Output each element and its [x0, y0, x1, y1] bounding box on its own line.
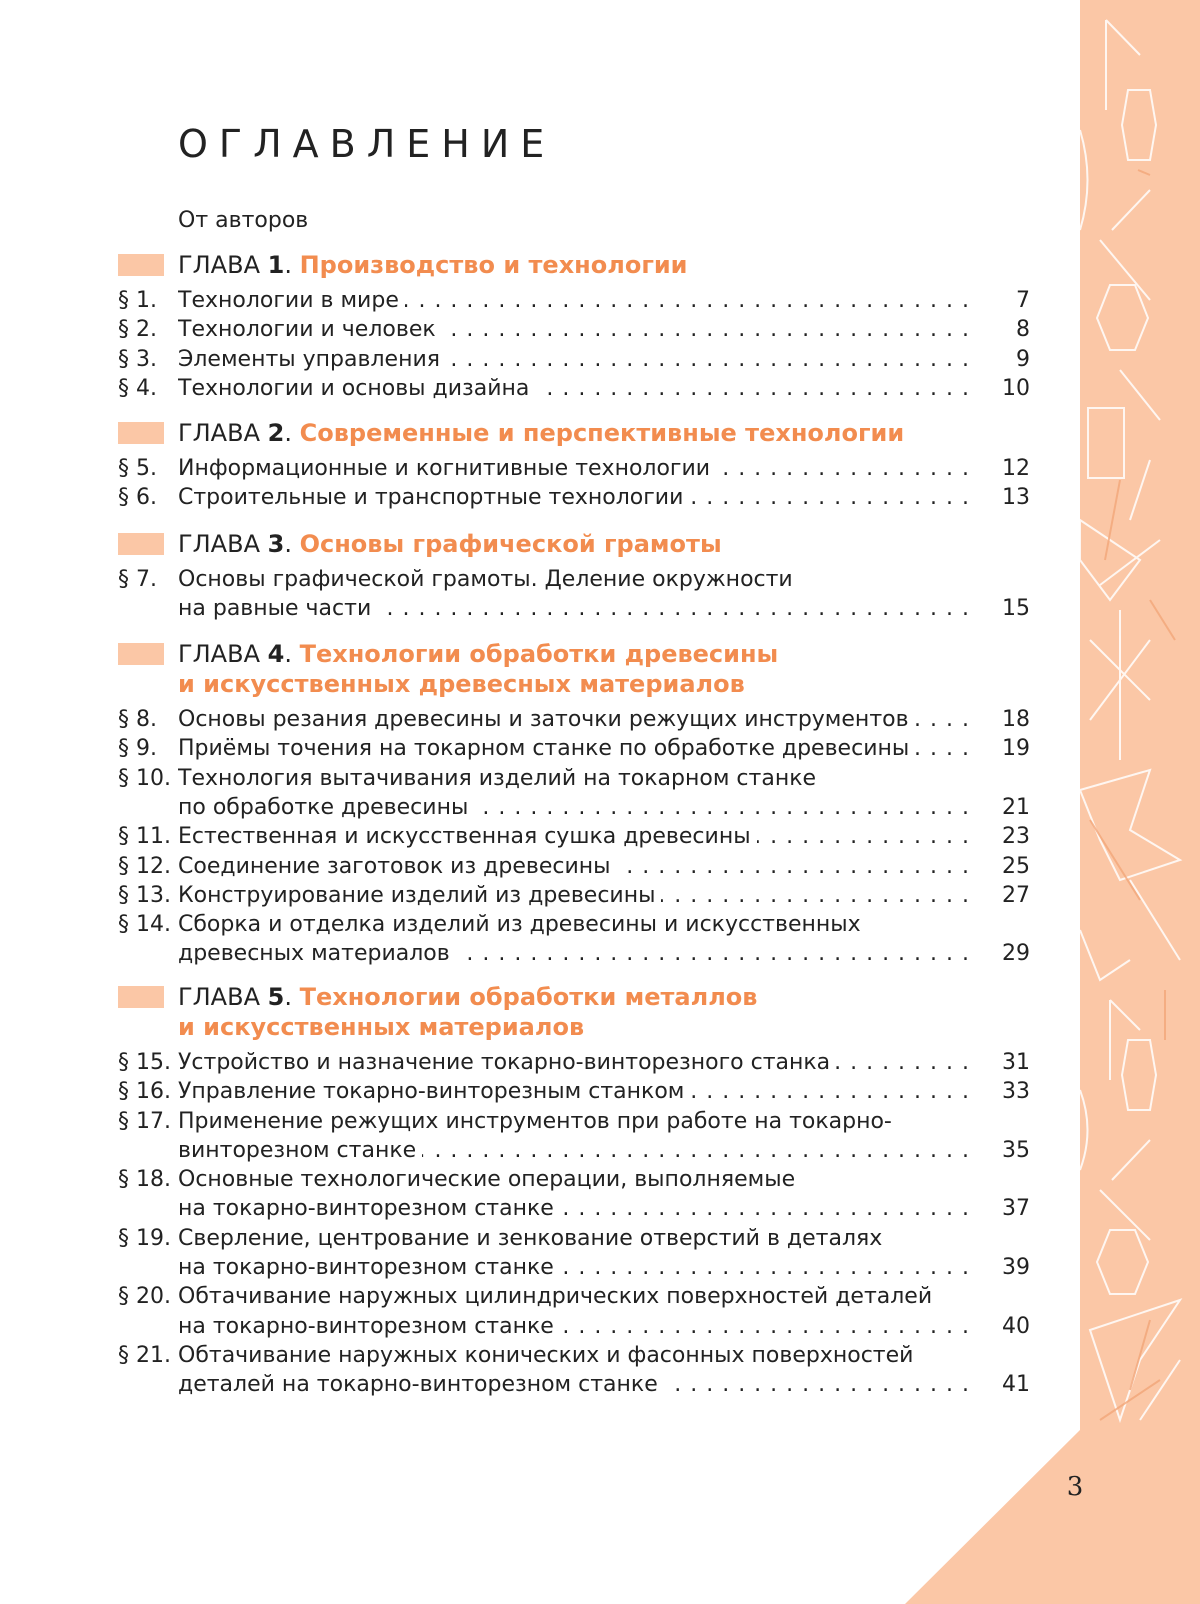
section-page-number: 37	[1002, 1196, 1030, 1222]
chapter-head	[178, 529, 722, 559]
section-title-line: древесных материалов . . .	[178, 939, 978, 969]
section-number: § 15.	[118, 1050, 171, 1075]
section-number: § 3.	[118, 346, 157, 372]
section-title-line: Приёмы точения на токарном станке по обработке древесины . . .	[178, 734, 978, 764]
section-number: § 7.	[118, 567, 157, 592]
toc-entry[interactable]	[0, 286, 1060, 315]
section-title-line: Обтачивание наружных конических и фасонных поверхностей	[178, 1341, 978, 1371]
chapter-title: Технологии обработки металлов	[299, 983, 758, 1011]
section-title-line: Технология вытачивания изделий на токарном станке	[178, 764, 978, 794]
chapter-separator: .	[284, 640, 300, 668]
chapter-number: 3	[267, 530, 285, 558]
section-page-number: 15	[1002, 596, 1030, 622]
section-number: § 18.	[118, 1167, 171, 1193]
toc-entry[interactable]	[0, 822, 1060, 851]
chapter-number: 1	[267, 251, 285, 279]
chapter-label: ГЛАВА	[178, 419, 268, 447]
section-number: § 2.	[118, 317, 157, 343]
chapter-marker	[118, 254, 164, 276]
section-title-line: Технологии в мире . . .	[178, 286, 978, 316]
section-page-number: 9	[1016, 346, 1030, 372]
section-title-line: Сверление, центрование и зенкование отверстий в деталях	[178, 1224, 978, 1254]
section-page-number: 39	[1002, 1255, 1030, 1281]
chapter-title: Основы графической грамоты	[299, 530, 722, 558]
chapter-label: ГЛАВА	[178, 983, 268, 1011]
chapter-marker	[118, 533, 164, 555]
chapter-separator: .	[284, 530, 300, 558]
toc-entry[interactable]	[0, 1107, 1060, 1166]
chapter-title: Современные и перспективные технологии	[299, 419, 905, 447]
section-page-number: 7	[1016, 288, 1030, 313]
chapter-title: Технологии обработки древесины	[299, 640, 779, 668]
toc-entry[interactable]	[0, 1282, 1060, 1341]
toc-entry[interactable]	[0, 374, 1060, 403]
section-page-number: 13	[1002, 485, 1030, 511]
toc-entry[interactable]	[0, 315, 1060, 344]
chapter-marker	[118, 986, 164, 1008]
section-number: § 9.	[118, 736, 157, 762]
section-number: § 17.	[118, 1108, 171, 1134]
section-title-line: деталей на токарно-винторезном станке . . .	[178, 1370, 978, 1400]
chapter-number: 5	[267, 983, 285, 1011]
section-number: § 10.	[118, 765, 171, 791]
section-title-line: Технологии и человек . . .	[178, 315, 978, 345]
toc-entry[interactable]	[0, 345, 1060, 374]
section-title-line: Применение режущих инструментов при работе на токарно-	[178, 1107, 978, 1137]
section-title-line: Соединение заготовок из древесины . . .	[178, 852, 978, 882]
toc-entry[interactable]	[0, 1224, 1060, 1283]
section-page-number: 21	[1002, 794, 1030, 820]
chapter-head	[178, 982, 757, 1042]
chapter-marker	[118, 643, 164, 665]
section-number: § 13.	[118, 882, 171, 908]
section-number: § 6.	[118, 485, 157, 511]
section-title-line: по обработке древесины . . .	[178, 793, 978, 823]
page-number: 3	[1066, 1472, 1084, 1502]
section-number: § 16.	[118, 1079, 171, 1105]
section-title-line: на токарно-винторезном станке . . .	[178, 1312, 978, 1342]
section-title-line: на равные части . . .	[178, 594, 978, 624]
chapter-separator: .	[284, 251, 300, 279]
section-title-line: Основные технологические операции, выполняемые	[178, 1165, 978, 1195]
section-number: § 12.	[118, 853, 171, 879]
chapter-title: и искусственных древесных материалов	[178, 670, 745, 698]
section-title-line: Естественная и искусственная сушка древесины . . .	[178, 822, 978, 852]
section-title-line: Обтачивание наружных цилиндрических поверхностей деталей	[178, 1282, 978, 1312]
section-number: § 4.	[118, 375, 157, 401]
chapter-label: ГЛАВА	[178, 251, 268, 279]
chapter-title: Производство и технологии	[299, 251, 688, 279]
chapter-head	[178, 418, 904, 448]
section-page-number: 23	[1002, 824, 1030, 850]
toc-entry-from-authors[interactable]: От авторов	[178, 208, 309, 233]
section-number: § 11.	[118, 824, 171, 850]
section-number: § 1.	[118, 288, 157, 313]
section-title-line: Элементы управления . . .	[178, 345, 978, 375]
section-page-number: 19	[1002, 736, 1030, 762]
toc-entry[interactable]	[0, 734, 1060, 763]
chapter-number: 2	[267, 419, 285, 447]
chapter-separator: .	[284, 419, 300, 447]
toc-entry[interactable]	[0, 454, 1060, 483]
chapter-title: и искусственных материалов	[178, 1013, 585, 1041]
section-number: § 19.	[118, 1225, 171, 1251]
section-title-line: Основы графической грамоты. Деление окружности	[178, 565, 978, 595]
toc-entry[interactable]	[0, 881, 1060, 910]
section-page-number: 8	[1016, 317, 1030, 343]
toc-heading: ОГЛАВЛЕНИЕ	[178, 122, 556, 166]
chapter-number: 4	[267, 640, 285, 668]
section-title-line: Управление токарно-винторезным станком . . .	[178, 1077, 978, 1107]
toc-entry[interactable]	[0, 705, 1060, 734]
toc-entry[interactable]	[0, 1077, 1060, 1106]
section-page-number: 12	[1002, 456, 1030, 481]
toc-entry[interactable]	[0, 764, 1060, 823]
section-title-line: на токарно-винторезном станке . . .	[178, 1194, 978, 1224]
section-page-number: 33	[1002, 1079, 1030, 1105]
section-number: § 14.	[118, 912, 171, 938]
toc-entry[interactable]	[0, 483, 1060, 512]
section-page-number: 35	[1002, 1137, 1030, 1163]
section-title-line: Сборка и отделка изделий из древесины и искусственных	[178, 910, 978, 940]
section-page-number: 41	[1002, 1372, 1030, 1398]
section-title-line: винторезном станке . . .	[178, 1136, 978, 1166]
toc-entry[interactable]	[0, 1165, 1060, 1224]
toc-entry[interactable]	[0, 910, 1060, 969]
section-title-line: Строительные и транспортные технологии . . .	[178, 483, 978, 513]
toc-entry[interactable]	[0, 565, 1060, 624]
chapter-label: ГЛАВА	[178, 530, 268, 558]
section-title-line: Конструирование изделий из древесины . . .	[178, 881, 978, 911]
section-page-number: 10	[1002, 375, 1030, 401]
section-title-line: Устройство и назначение токарно-винторезного станка . . .	[178, 1048, 978, 1078]
section-page-number: 18	[1002, 707, 1030, 732]
section-number: § 5.	[118, 456, 157, 481]
section-page-number: 40	[1002, 1313, 1030, 1339]
section-number: § 8.	[118, 707, 157, 732]
toc-entry[interactable]	[0, 1341, 1060, 1400]
section-number: § 20.	[118, 1284, 171, 1310]
section-title-line: Технологии и основы дизайна . . .	[178, 374, 978, 404]
chapter-label: ГЛАВА	[178, 640, 268, 668]
section-title-line: Информационные и когнитивные технологии . . .	[178, 454, 978, 484]
toc-entry[interactable]	[0, 852, 1060, 881]
toc-entry[interactable]	[0, 1048, 1060, 1077]
section-page-number: 31	[1002, 1050, 1030, 1075]
section-title-line: Основы резания древесины и заточки режущих инструментов . . .	[178, 705, 978, 735]
chapter-marker	[118, 422, 164, 444]
chapter-head	[178, 639, 778, 699]
section-page-number: 29	[1002, 941, 1030, 967]
chapter-separator: .	[284, 983, 300, 1011]
section-page-number: 27	[1002, 882, 1030, 908]
section-number: § 21.	[118, 1343, 171, 1368]
chapter-head	[178, 250, 687, 280]
section-page-number: 25	[1002, 853, 1030, 879]
section-title-line: на токарно-винторезном станке . . .	[178, 1253, 978, 1283]
